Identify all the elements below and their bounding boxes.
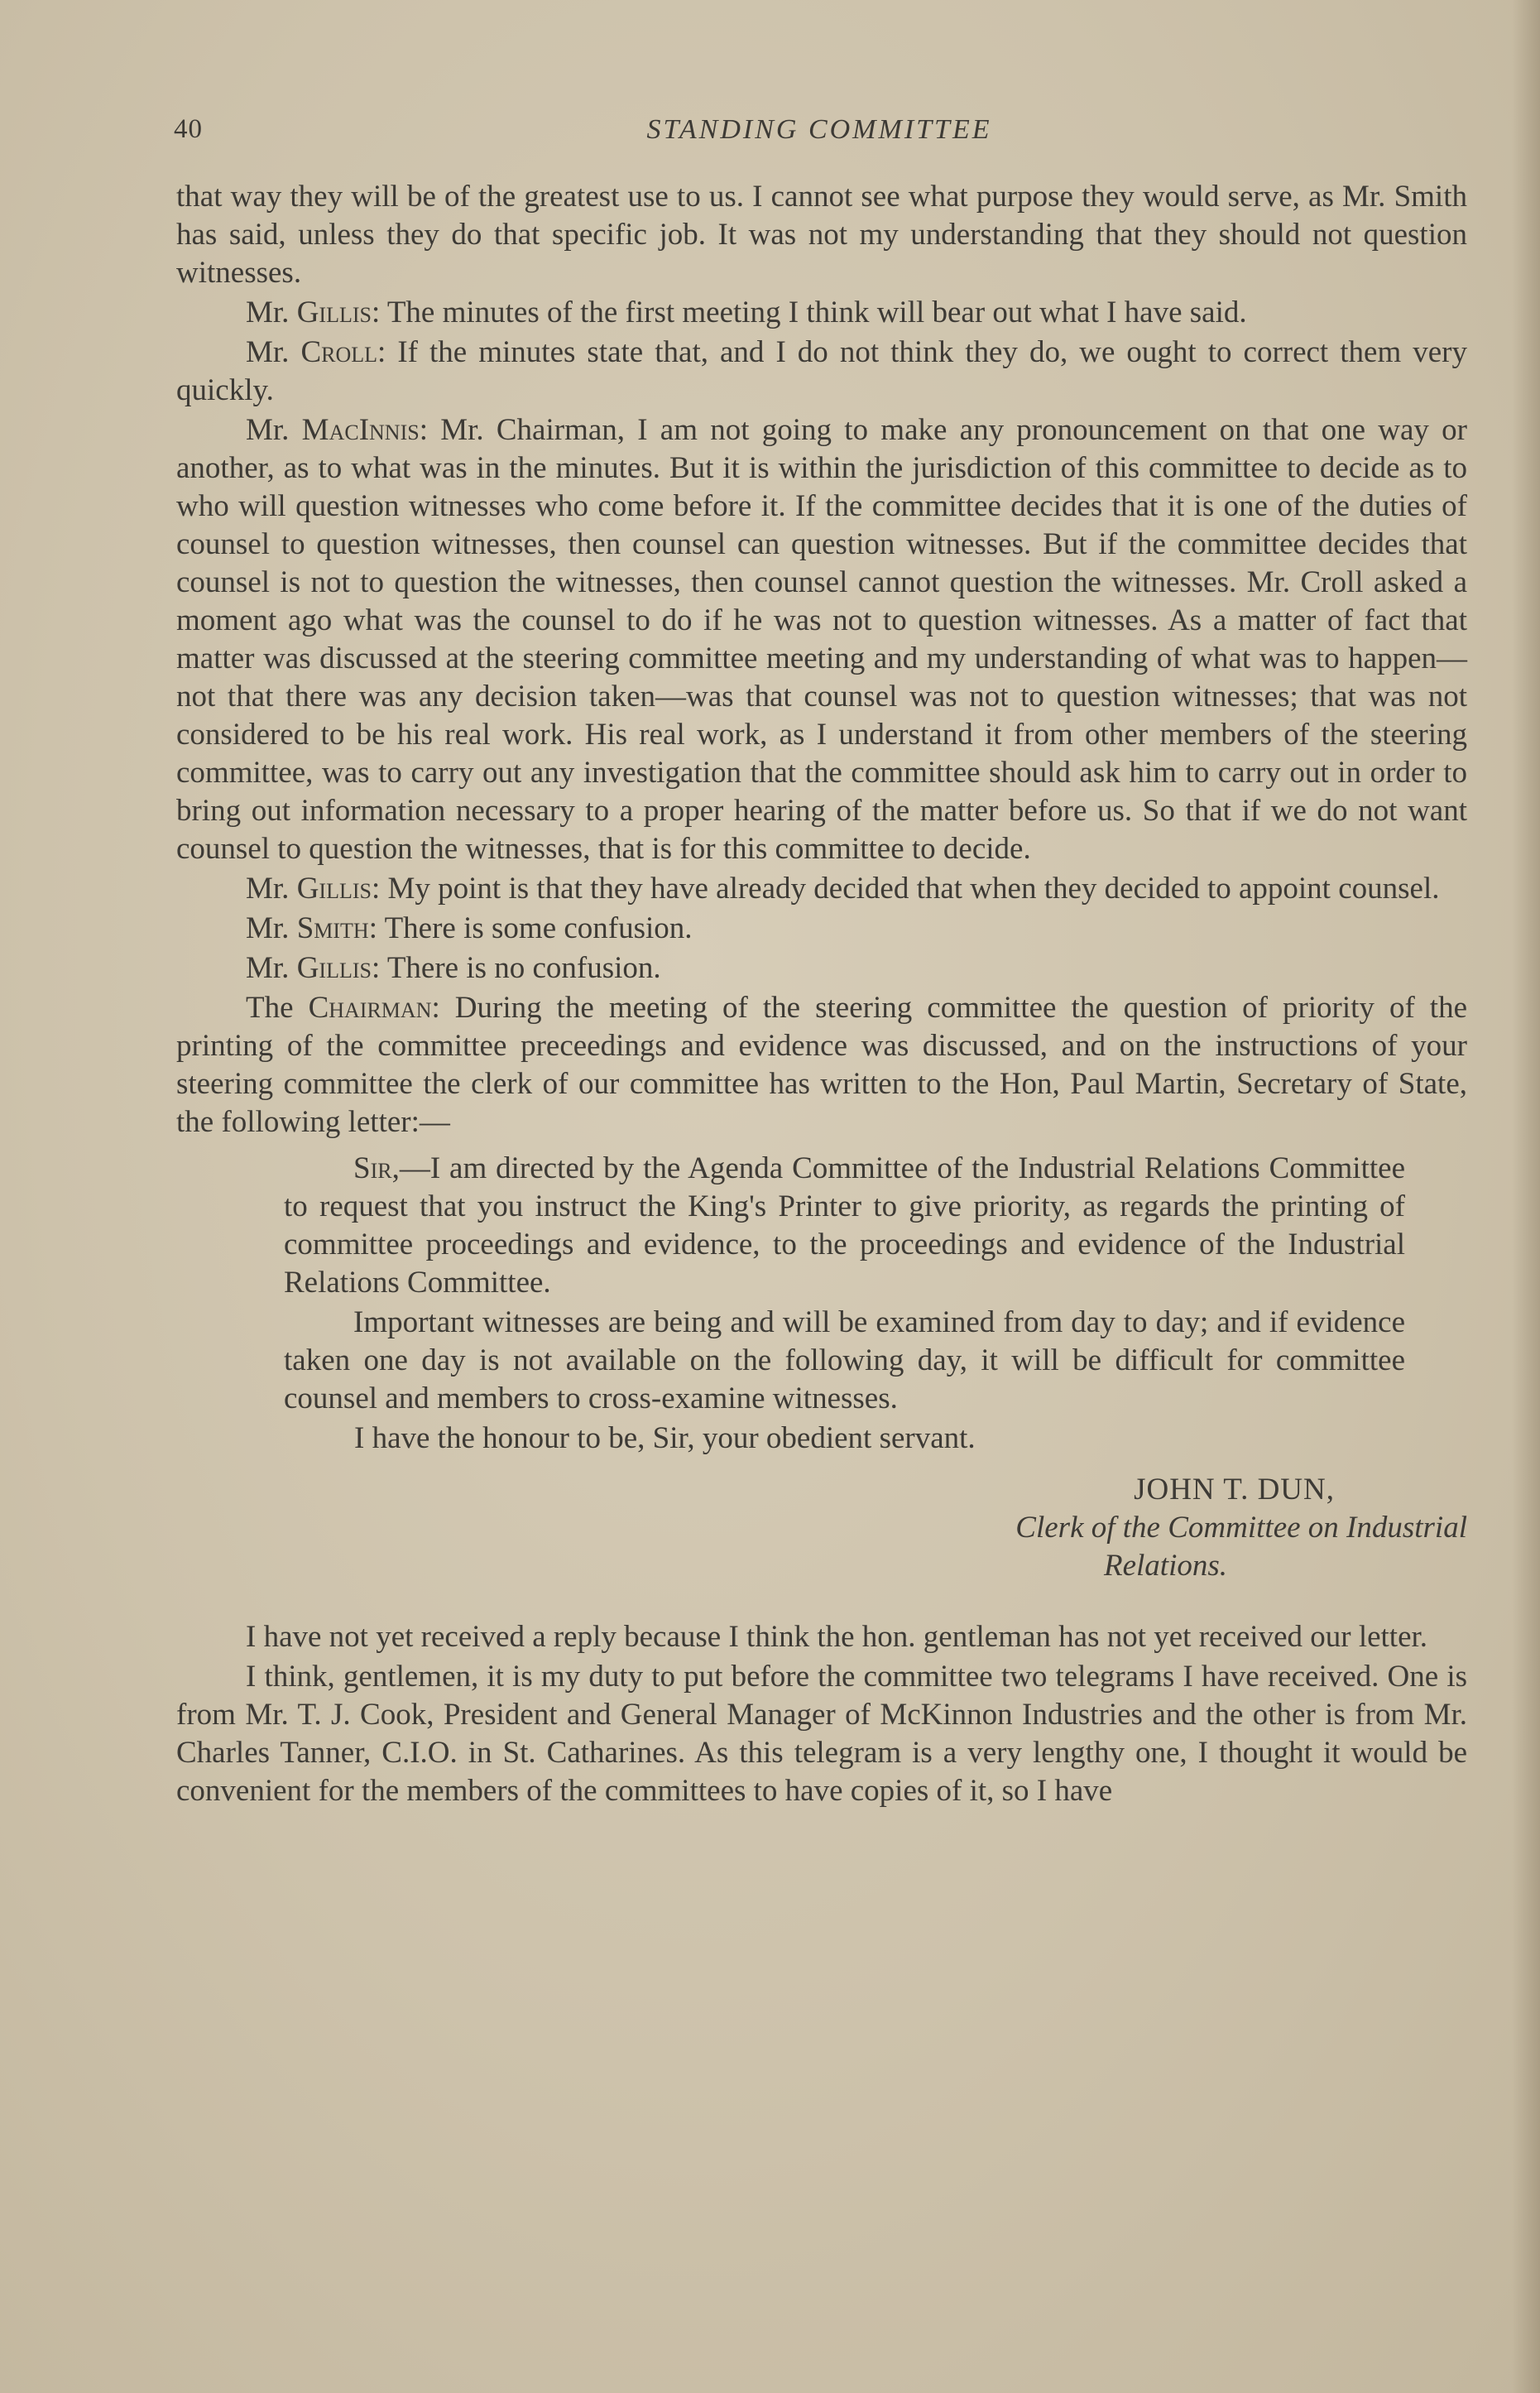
letter-salutation: Sir, <box>353 1151 400 1185</box>
signer-title-continued: Relations. <box>1103 1549 1227 1583</box>
signer-title: Clerk of the Committee on Industrial <box>1015 1511 1467 1545</box>
speaker-prefix: The <box>246 991 309 1025</box>
paragraph-text: : There is no confusion. <box>371 951 661 985</box>
letter-text: Important witnesses are being and will be examined from day to day; and if evidence taken one day is not available on the following day, it will be difficult for committee counsel and members to cross-examine witnesses. <box>284 1305 1405 1415</box>
letter-text: —I am directed by the Agenda Committee of the Industrial Relations Committee to request that you instruct the King's Printer to give priority, as regards the printing of committee proceedings and evidence, to the proceedings and evidence of the Industrial Relations Committee. <box>284 1151 1405 1300</box>
speaker-name: Chairman <box>308 991 432 1025</box>
speaker-name: Gillis <box>296 951 372 985</box>
quoted-letter <box>284 1150 1405 1418</box>
paragraph <box>176 334 1467 410</box>
running-head: STANDING COMMITTEE <box>646 114 992 145</box>
page-body <box>176 178 1467 1812</box>
paragraph-text: : If the minutes state that, and I do not think they do, we ought to correct them very quickly. <box>176 335 1467 407</box>
speaker-prefix: Mr. <box>246 413 302 447</box>
speaker-prefix: Mr. <box>246 911 297 945</box>
speaker-name: Gillis <box>296 872 372 906</box>
speaker-prefix: Mr. <box>246 951 297 985</box>
speaker-name: MacInnis <box>301 413 420 447</box>
page-number: 40 <box>174 114 203 144</box>
paragraph-text: that way they will be of the greatest use to us. I cannot see what purpose they would serve, as Mr. Smith has said, unless they do that specific job. It was not my understanding that they should not question witnesses. <box>176 180 1467 290</box>
paragraph <box>176 178 1467 292</box>
paragraph-text: : There is some confusion. <box>368 911 693 945</box>
letter-closing: I have the honour to be, Sir, your obedient servant. <box>354 1421 976 1455</box>
paragraph <box>176 870 1467 908</box>
paragraph: I think, gentlemen, it is my duty to put before the committee two telegrams I have received. One is from Mr. T. J. Cook, President and General Manager of McKinnon Industries and the other is from Mr. Charles Tanner, C.I.O. in St. Catharines. As this telegram is a very lengthy one, I thought it would be convenient for the members of the committees to have copies of it, so I have <box>176 1660 1467 1808</box>
paragraph <box>176 989 1467 1141</box>
letter-signature <box>176 1471 1467 1585</box>
page-header <box>174 114 1465 156</box>
paragraph: I have not yet received a reply because I think the hon. gentleman has not yet received our letter. <box>246 1620 1428 1654</box>
speaker-prefix: Mr. <box>246 296 297 329</box>
paragraph-text: : Mr. Chairman, I am not going to make any pronouncement on that one way or another, as to what was in the minutes. But it is within the jurisdiction of this committee to decide as to who will question witnesses who come before it. If the committee decides that it is one of the duties of counsel to question witnesses, then counsel can question witnesses. But if the committee decides that counsel is not to question the witnesses, then counsel cannot question the witnesses. Mr. Croll asked a moment ago what was the counsel to do if he was not to question witnesses. As a matter of fact that matter was discussed at the steering committee meeting and my understanding of what was to happen—not that there was any decision taken—was that counsel was not to question witnesses; that was not considered to be his real work. His real work, as I understand it from other members of the steering committee, was to carry out any investigation that the committee should ask him to carry out in order to bring out information necessary to a proper hearing of the matter before us. So that if we do not want counsel to question the witnesses, that is for this committee to decide. <box>176 413 1467 866</box>
page-edge-shadow <box>1512 0 1540 2393</box>
paragraph-text: : The minutes of the first meeting I think will bear out what I have said. <box>371 296 1247 329</box>
letter-paragraph <box>284 1304 1405 1418</box>
speaker-prefix: Mr. <box>246 335 301 369</box>
speaker-prefix: Mr. <box>246 872 297 906</box>
speaker-name: Smith <box>296 911 369 945</box>
paragraph <box>176 411 1467 868</box>
paragraph <box>176 910 1467 948</box>
paragraph <box>176 949 1467 987</box>
letter-paragraph <box>284 1150 1405 1302</box>
speaker-name: Croll <box>300 335 378 369</box>
paragraph-text: : My point is that they have already decided that when they decided to appoint counsel. <box>371 872 1440 906</box>
signer-name: JOHN T. DUN, <box>1134 1473 1335 1506</box>
speaker-name: Gillis <box>296 296 372 329</box>
paragraph <box>176 294 1467 332</box>
paragraph-text: : During the meeting of the steering committee the question of priority of the printing of the committee preceedings and evidence was discussed, and on the instructions of your steering committee the clerk of our committee has written to the Hon, Paul Martin, Secretary of State, the following letter:— <box>176 991 1467 1139</box>
